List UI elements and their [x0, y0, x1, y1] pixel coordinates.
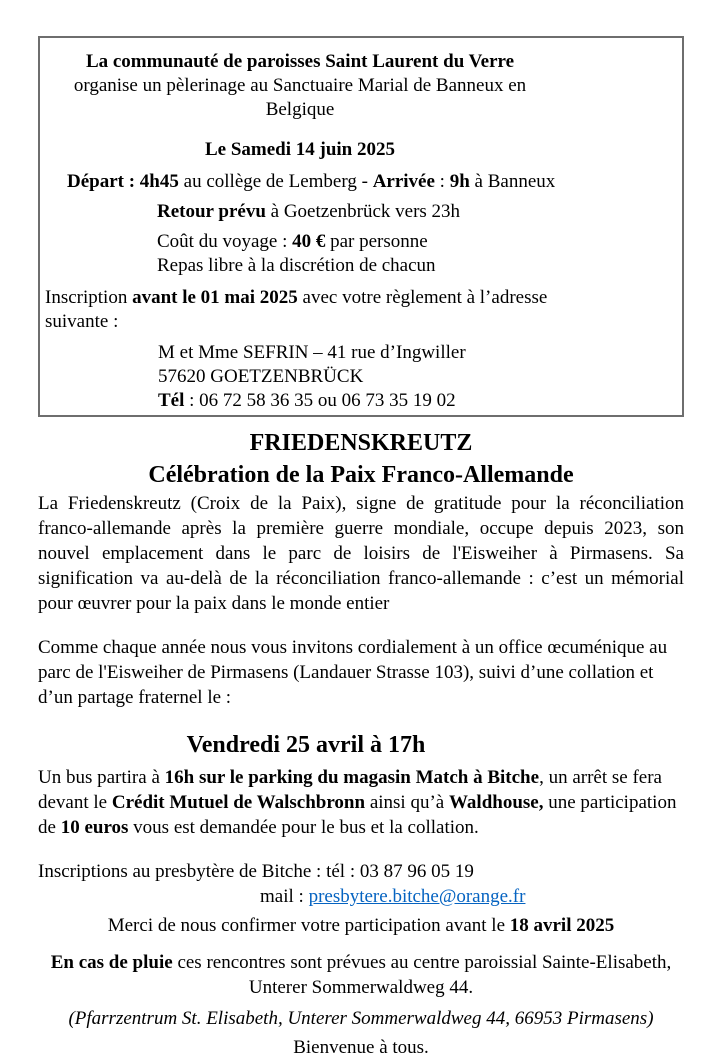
venue-note: (Pfarrzentrum St. Elisabeth, Unterer Sommerwaldweg 44, 66953 Pirmasens)	[68, 1008, 654, 1029]
departure-time: Départ : 4h45	[67, 171, 179, 192]
address-phone: Tél : 06 72 58 36 35 ou 06 73 35 19 02	[158, 390, 456, 411]
rain-plan-line2: Unterer Sommerwaldweg 44.	[248, 977, 474, 998]
address-city: 57620 GOETZENBRÜCK	[158, 366, 364, 387]
meal-line: Repas libre à la discrétion de chacun	[157, 255, 436, 276]
paragraph-friedenskreutz: La Friedenskreutz (Croix de la Paix), signe de gratitude pour la réconciliation franco-allemande après la première guerre mondiale, occupe depuis 2023, son nouvel emplacement dans le parc de loisirs de l'Eisweiher à Pirmasens. Sa signification va au-delà de la réconciliation franco-allemande : c’est un mémorial pour œuvrer pour la paix dans le monde entier	[38, 493, 684, 614]
departure-line: Départ : 4h45 au collège de Lemberg - Arrivée : 9h à Banneux	[67, 171, 556, 192]
email-link[interactable]: presbytere.bitche@orange.fr	[308, 886, 526, 907]
section-heading-2: Célébration de la Paix Franco-Allemande	[148, 462, 574, 488]
paragraph-invitation: Comme chaque année nous vous invitons cordialement à un office œcuménique au parc de l'Eisweiher de Pirmasens (Landauer Strasse 103), suivi d’une collation et d’un partage fraternel le :	[38, 637, 668, 708]
inscriptions-phone-line: Inscriptions au presbytère de Bitche : tél : 03 87 96 05 19	[38, 861, 474, 882]
registration-line: Inscription avant le 01 mai 2025 avec votre règlement à l’adresse	[45, 287, 548, 308]
registration-line2: suivante :	[45, 311, 119, 332]
mail-line	[260, 884, 684, 909]
address-block	[158, 341, 682, 413]
address-name: M et Mme SEFRIN – 41 rue d’Ingwiller	[158, 342, 466, 363]
welcome-line: Bienvenue à tous.	[293, 1037, 429, 1058]
return-line: Retour prévu à Goetzenbrück vers 23h	[157, 201, 461, 222]
section-heading-1: FRIEDENSKREUTZ	[249, 430, 473, 456]
pilgrimage-box	[38, 36, 684, 417]
event-date-heading: Vendredi 25 avril à 17h	[186, 732, 426, 758]
mail-label: mail :	[260, 886, 309, 907]
cost-line: Coût du voyage : 40 € par personne	[157, 231, 428, 252]
paragraph-bus: Un bus partira à 16h sur le parking du magasin Match à Bitche, un arrêt se fera devant le Crédit Mutuel de Walschbronn ainsi qu’à Waldhouse, une participation de 10 euros vous est demandée pour le bus et la collation.	[38, 767, 677, 838]
rain-plan-line: En cas de pluie ces rencontres sont prévues au centre paroissial Sainte-Elisabeth,	[50, 952, 672, 973]
box-title: La communauté de paroisses Saint Laurent du Verre	[85, 51, 515, 72]
box-subtitle: organise un pèlerinage au Sanctuaire Marial de Banneux en Belgique	[73, 75, 527, 120]
box-date: Le Samedi 14 juin 2025	[204, 139, 396, 160]
confirmation-line: Merci de nous confirmer votre participation avant le 18 avril 2025	[107, 915, 615, 936]
